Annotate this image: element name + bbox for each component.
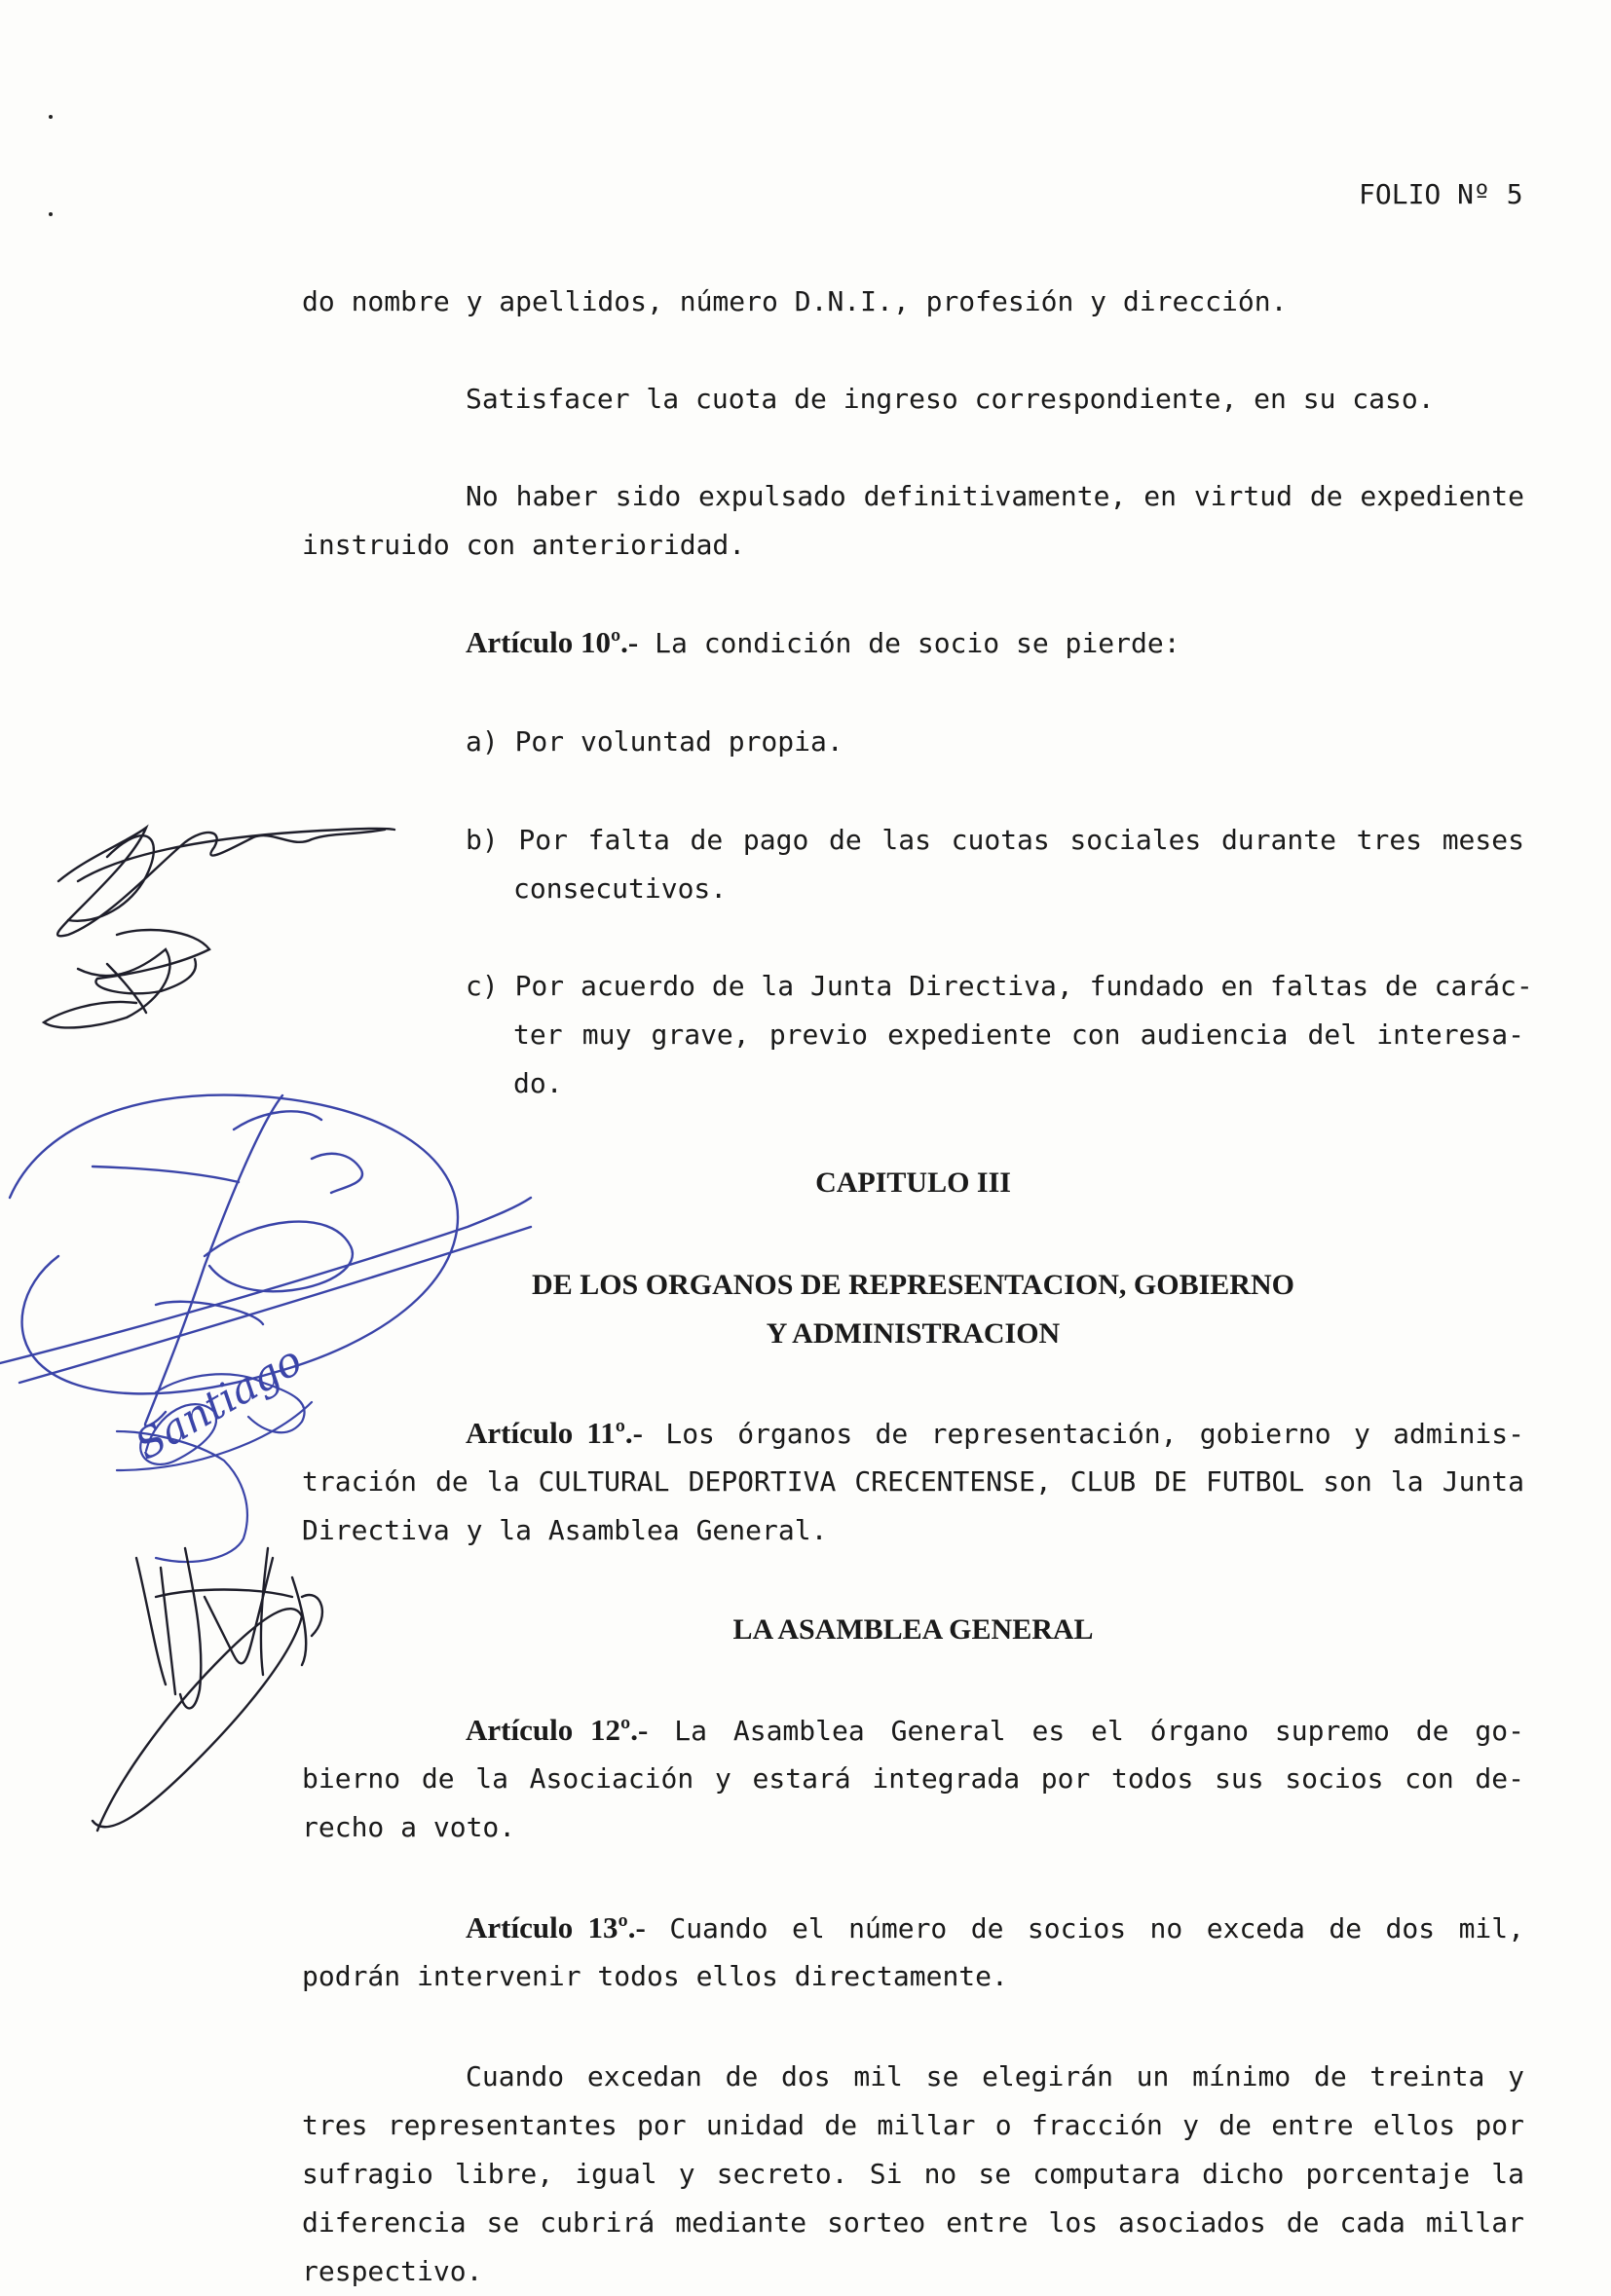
signature-name: Santiago <box>127 1336 311 1469</box>
section-heading: LA ASAMBLEA GENERAL <box>732 1613 1094 1646</box>
paragraph-line: recho a voto. <box>302 1811 516 1843</box>
article-text: Los órganos de representación, gobierno y adminis- <box>643 1418 1524 1450</box>
article-label: Artículo 10º.- <box>466 625 639 659</box>
paragraph-line: sufragio libre, igual y secreto. Si no se computara dicho porcentaje la <box>302 2158 1524 2190</box>
article-text: Cuando el número de socios no exceda de dos mil, <box>645 1912 1524 1944</box>
article-text: La Asamblea General es el órgano supremo de go- <box>648 1715 1524 1747</box>
list-item: a) Por voluntad propia. <box>466 725 843 758</box>
paragraph-line: No haber sido expulsado definitivamente, en virtud de expediente <box>466 480 1524 512</box>
paragraph-line: tración de la CULTURAL DEPORTIVA CRECENTENSE, CLUB DE FUTBOL son la Junta <box>302 1465 1524 1498</box>
paragraph-line: diferencia se cubrirá mediante sorteo entre los asociados de cada millar <box>302 2206 1524 2239</box>
article-label: Artículo 13º.- <box>466 1910 646 1944</box>
article-label: Artículo 12º.- <box>466 1713 649 1747</box>
chapter-heading: CAPITULO III <box>815 1167 1011 1199</box>
list-item-continuation: consecutivos. <box>513 872 728 905</box>
folio-number: FOLIO Nº 5 <box>1359 178 1523 210</box>
paragraph-line: respectivo. <box>302 2255 483 2287</box>
paragraph-line: Satisfacer la cuota de ingreso correspondiente, en su caso. <box>466 383 1435 415</box>
list-item-continuation: ter muy grave, previo expediente con audiencia del interesa- <box>513 1018 1524 1051</box>
paragraph-line: podrán intervenir todos ellos directamente. <box>302 1960 1008 1992</box>
paragraph-line: Cuando excedan de dos mil se elegirán un mínimo de treinta y <box>466 2060 1524 2092</box>
chapter-title: DE LOS ORGANOS DE REPRESENTACION, GOBIERNO <box>532 1269 1294 1301</box>
signature-4 <box>93 1548 322 1831</box>
article-12 <box>466 1706 1524 1756</box>
paragraph-line: tres representantes por unidad de millar o fracción y de entre ellos por <box>302 2109 1524 2141</box>
article-text: La condición de socio se pierde: <box>638 627 1180 659</box>
article-10 <box>466 618 1524 668</box>
article-11 <box>466 1409 1524 1459</box>
chapter-title: Y ADMINISTRACION <box>766 1317 1061 1350</box>
article-13 <box>466 1904 1524 1953</box>
scan-speck <box>49 212 53 216</box>
list-item: c) Por acuerdo de la Junta Directiva, fundado en faltas de carác- <box>466 970 1533 1002</box>
signature-1 <box>44 828 394 1027</box>
paragraph-line: bierno de la Asociación y estará integrada por todos sus socios con de- <box>302 1762 1524 1795</box>
article-label: Artículo 11º.- <box>466 1416 644 1450</box>
list-item: b) Por falta de pago de las cuotas sociales durante tres meses <box>466 824 1524 856</box>
paragraph-line: do nombre y apellidos, número D.N.I., profesión y dirección. <box>302 285 1288 317</box>
scan-speck <box>49 115 53 119</box>
list-item-continuation: do. <box>513 1067 563 1099</box>
paragraph-line: Directiva y la Asamblea General. <box>302 1514 828 1546</box>
paragraph-line: instruido con anterioridad. <box>302 529 746 561</box>
signature-3 <box>117 1336 312 1562</box>
